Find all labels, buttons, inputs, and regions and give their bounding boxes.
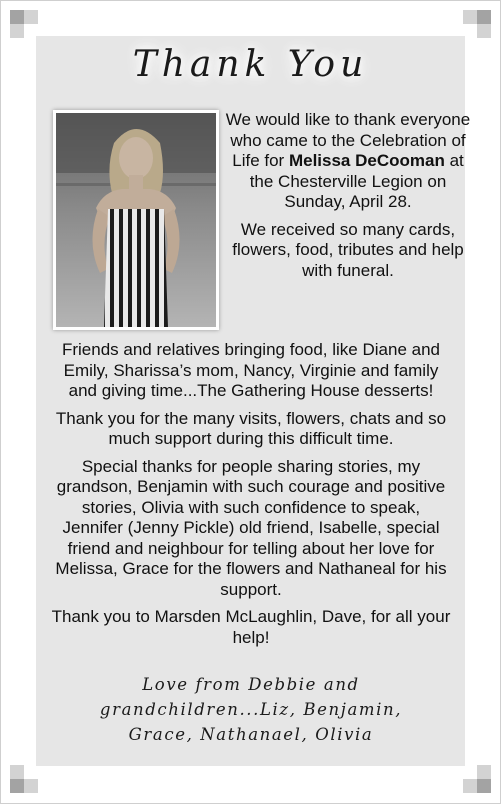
notice-title: Thank You [132, 44, 369, 85]
honoree-name: Melissa DeCooman [288, 151, 445, 170]
intro-text-after: at the Chesterville Legion on Sunday, April 28. [249, 151, 464, 211]
intro-text-before: We would like to thank everyone who came to the Celebration of Life for [225, 110, 471, 170]
visits-paragraph: Thank you for the many visits, flowers, chats and so much support during this difficult time. [55, 408, 447, 448]
body-column [50, 340, 452, 655]
signature-line-2: grandchildren...Liz, Benjamin, [99, 700, 403, 719]
corner-ornament-top-right [463, 10, 491, 38]
portrait-photo [53, 110, 219, 330]
friends-paragraph: Friends and relatives bringing food, like Diane and Emily, Sharissa’s mom, Nancy, Virginie and family and giving time...The Gathering House desserts! [61, 340, 440, 400]
corner-ornament-bottom-left [10, 765, 38, 793]
intro-paragraph [224, 110, 472, 213]
corner-ornament-top-left [10, 10, 38, 38]
intro-column [224, 110, 472, 288]
signature-line-1: Love from Debbie and [142, 675, 360, 694]
corner-ornament-bottom-right [463, 765, 491, 793]
special-thanks-paragraph: Special thanks for people sharing stories, my grandson, Benjamin with such courage and positive stories, Olivia with such confidence to speak, Jennifer (Jenny Pickle) old friend, Isabelle, special friend and neighbour for telling about her love for Melissa, Grace for the flowers and Nathaneal for his support. [55, 456, 447, 599]
signature-line-3: Grace, Nathanael, Olivia [128, 725, 374, 744]
signature-block [50, 672, 452, 747]
received-paragraph: We received so many cards, flowers, food, tributes and help with funeral. [232, 219, 464, 280]
final-thanks-paragraph: Thank you to Marsden McLaughlin, Dave, for all your help! [51, 607, 451, 647]
